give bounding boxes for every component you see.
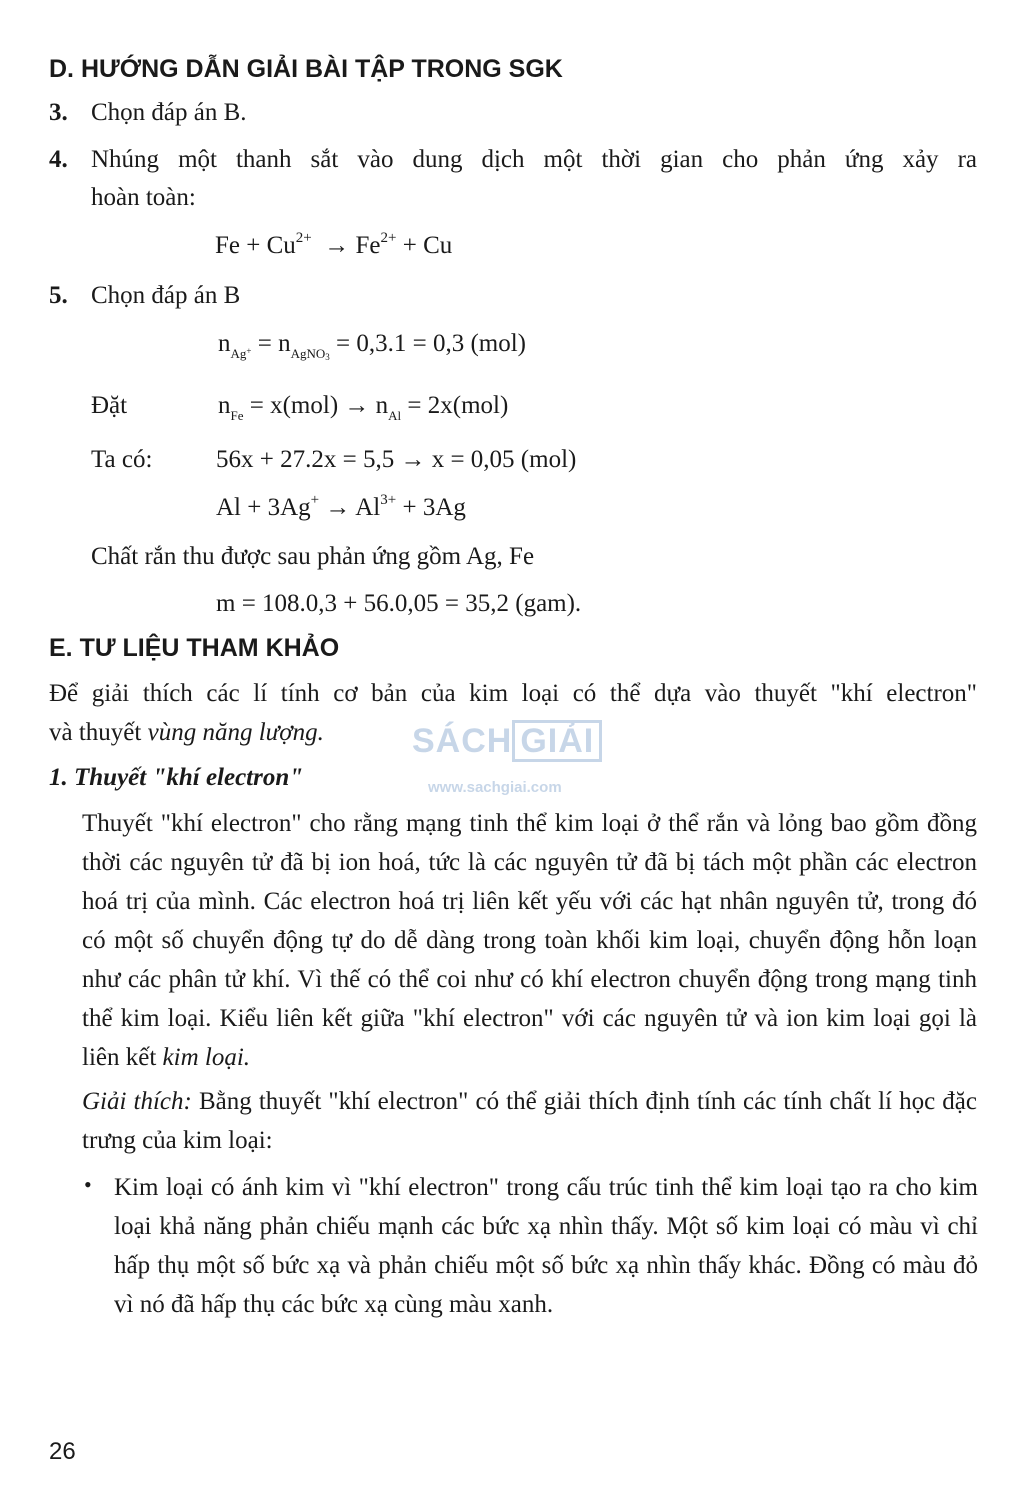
item-4-number: 4. [49, 146, 68, 173]
paragraph-giai-thich [82, 1082, 977, 1160]
solid-text: Chất rắn thu được sau phản ứng gồm Ag, Fe [91, 543, 535, 570]
taco-label: Ta có: [91, 446, 153, 473]
item-5-number: 5. [49, 282, 68, 309]
equation-fe-cu: $Fe + Cu^{2+} \to Fe^{2+} + Cu$ [215, 230, 453, 259]
intro-line2-italic: vùng năng lượng. [147, 719, 324, 746]
item-3-number: 3. [49, 99, 68, 126]
item-3-text: Chọn đáp án B. [91, 99, 247, 126]
subsection-1-title: 1. Thuyết "khí electron" [49, 764, 304, 791]
paragraph-khi-electron [82, 804, 977, 1077]
mass-equation: m = 108.0,3 + 56.0,05 = 35,2 (gam). [216, 590, 582, 617]
intro-line2 [49, 719, 324, 747]
item-5-text: Chọn đáp án B [91, 282, 241, 309]
equation-n-ag: $n_{Ag^+} = n_{AgNO_3} = 0,3.1 = 0,3$ (mol) [218, 330, 526, 362]
bullet-1-text: Kim loại có ánh kim vì "khí electron" trong cấu trúc tinh thể kim loại tạo ra cho kim loại khả năng phản chiếu mạnh các bức xạ nhìn thấy. Một số kim loại có màu vì chỉ hấp thụ một số bức xạ và phản chiếu một số bức xạ nhìn thấy khác. Đồng có màu đỏ vì nó đã hấp thụ các bức xạ cùng màu xanh. [114, 1174, 978, 1318]
item-4-line1: Nhúng một thanh sắt vào dung dịch một thời gian cho phản ứng xảy ra [91, 146, 977, 173]
section-e-title: E. TƯ LIỆU THAM KHẢO [49, 634, 340, 662]
item-4-line2: hoàn toàn: [91, 184, 196, 211]
paragraph-khi-electron-text: Thuyết "khí electron" cho rằng mạng tinh thể kim loại ở thể rắn và lỏng bao gồm đồng thời các nguyên tử đã bị ion hoá, tức là các nguyên tử đã bị tách một phần các electron hoá trị của mình. Các electron hoá trị liên kết yếu với các hạt nhân nguyên tử, trong đó có một số chuyển động tự do dễ dàng trong toàn khối kim loại, chuyển động hỗn loạn như các phân tử khí. Vì thế có thể coi như có khí electron chuyển động trong mạng tinh thể kim loại. Kiểu liên kết giữa "khí electron" với các nguyên tử và ion kim loại gọi là liên kết [82, 810, 977, 1071]
section-d-title: D. HƯỚNG DẪN GIẢI BÀI TẬP TRONG SGK [49, 55, 563, 83]
dat-label: Đặt [91, 392, 128, 419]
bullet-dot: • [84, 1172, 92, 1197]
page-number: 26 [49, 1438, 76, 1465]
equation-taco: 56x + 27.2x = 5,5 → x = 0,05 (mol) [216, 446, 577, 473]
equation-n-fe: $n_{Fe} = x(mol) \to n_{Al} = 2x(mol)$ [218, 392, 509, 423]
paragraph-khi-electron-italic: kim loại. [162, 1044, 251, 1071]
giai-thich-label: Giải thích: [82, 1088, 192, 1115]
watermark-url: www.sachgiai.com [428, 779, 562, 796]
intro-line2-text: và thuyết [49, 719, 148, 746]
watermark-logo [412, 720, 617, 764]
watermark-logo-left: SÁCH [412, 722, 513, 760]
watermark-logo-box: GIẢI [512, 720, 602, 762]
equation-al-ag: $Al + 3Ag^+ \to Al^{3+} + 3Ag$ [216, 492, 466, 521]
intro-line1: Để giải thích các lí tính cơ bản của kim loại có thể dựa vào thuyết "khí electron" [49, 680, 977, 707]
giai-thich-text: Bằng thuyết "khí electron" có thể giải thích định tính các tính chất lí học đặc trưng của kim loại: [82, 1088, 977, 1154]
